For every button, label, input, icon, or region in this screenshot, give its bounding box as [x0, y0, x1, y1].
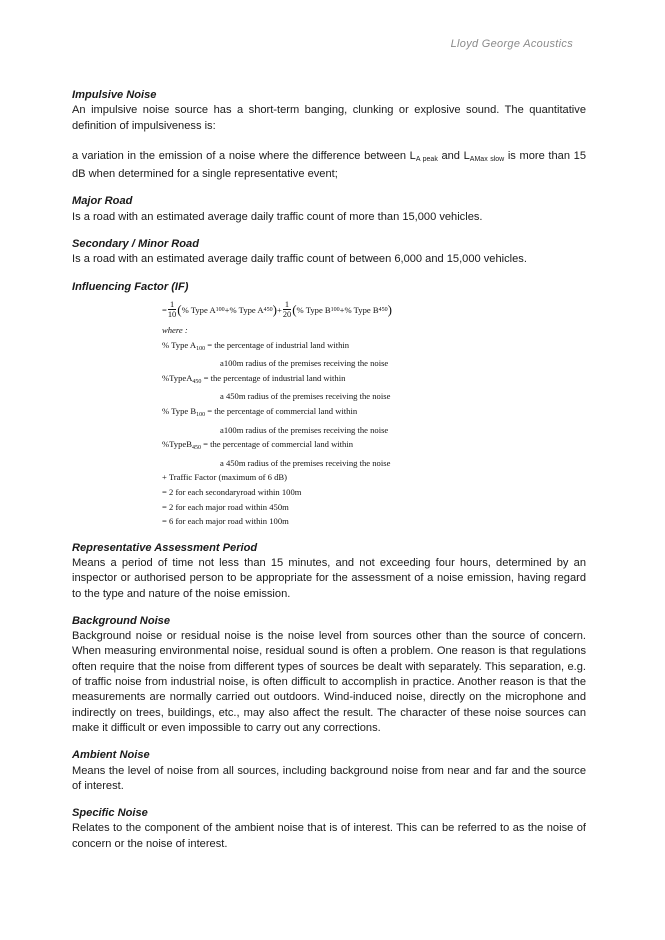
document-body [72, 88, 586, 864]
formula-traffic-major-450: = 2 for each major road within 450m [162, 501, 289, 512]
section-background-noise [72, 614, 586, 736]
formula-def-b100-cont: a100m radius of the premises receiving the noise [220, 424, 389, 435]
fraction-one-tenth: $\frac{1}{10}$ [167, 300, 177, 320]
heading-influencing-factor: Influencing Factor (IF) [72, 280, 189, 293]
section-influencing-factor [72, 280, 586, 529]
formula-def-b450: %TypeB$_{450}$ = the percentage of commercial land within [162, 439, 354, 452]
heading-representative-assessment-period: Representative Assessment Period [72, 541, 258, 554]
major-road-text: Is a road with an estimated average daily traffic count of more than 15,000 vehicles. [72, 210, 483, 223]
formula-def-b100: % Type $B_{100}$ = the percentage of commercial land within [162, 405, 358, 418]
section-impulsive-noise [72, 88, 586, 182]
section-ambient-noise [72, 748, 586, 794]
impulsive-criteria: a variation in the emission of a noise where the difference between $L_{A peak}$ and $L_{AMax slow}$ is more than 15 dB when determined for a single representative event; [72, 149, 586, 181]
fraction-one-twentieth: $\frac{1}{20}$ [282, 300, 292, 320]
formula-def-a100: % Type $A_{100}$ = the percentage of industrial land within [162, 339, 350, 352]
section-representative-assessment-period [72, 541, 586, 602]
heading-secondary-road: Secondary / Minor Road [72, 238, 199, 251]
heading-background-noise: Background Noise [72, 614, 171, 627]
formula-def-b450-cont: a 450m radius of the premises receiving the noise [220, 457, 391, 468]
section-secondary-road [72, 237, 586, 268]
section-major-road [72, 194, 586, 225]
formula-where: where : [162, 324, 188, 335]
formula-equation: = $\frac{1}{10}$ ( % Type A 100 + % Type A 450 ) + $\frac{1}{20}$ ( % Type B 100 + % Type B 450 ) [162, 300, 392, 320]
heading-specific-noise: Specific Noise [72, 807, 148, 820]
heading-ambient-noise: Ambient Noise [72, 749, 150, 762]
formula-traffic-secondary: = 2 for each secondaryroad within 100m [162, 486, 302, 497]
representative-assessment-period-text: Means a period of time not less than 15 minutes, and not exceeding four hours, determined by an inspector or authorised person to be appropriate for the assessment of a noise emission, having regard to the type and nature of the noise emission. [72, 556, 586, 600]
heading-impulsive-noise: Impulsive Noise [72, 89, 157, 101]
impulsive-definition: An impulsive noise source has a short-term banging, clunking or explosive sound. The quantitative definition of impulsiveness is: [72, 104, 586, 132]
influencing-factor-formula [162, 297, 586, 529]
specific-noise-text: Relates to the component of the ambient noise that is of interest. This can be referred to as the noise of concern or the noise of interest. [72, 822, 586, 850]
ambient-noise-text: Means the level of noise from all sources, including background noise from near and far and the source of interest. [72, 764, 586, 792]
formula-traffic-factor: + Traffic Factor (maximum of 6 dB) [162, 472, 287, 483]
section-specific-noise [72, 806, 586, 852]
heading-major-road: Major Road [72, 195, 133, 208]
background-noise-text: Background noise or residual noise is the noise level from sources other than the source of concern. When measuring environmental noise, residual sound is often a problem. One reason is that regulations often require that the noise from different types of sources be dealt with separately. This separation, e.g. of traffic noise from industrial noise, is often difficult to accomplish in practice. Another reason is that the measurements are normally carried out outdoors. Wind-induced noise, directly on the microphone and indirectly on trees, buildings, etc., may also affect the result. The character of these noise sources can make it difficult or even impossible to carry out any corrections. [72, 630, 586, 734]
formula-traffic-major-100: = 6 for each major road within 100m [162, 516, 289, 527]
formula-def-a450-cont: a 450m radius of the premises receiving the noise [220, 391, 391, 402]
formula-def-a100-cont: a100m radius of the premises receiving the noise [220, 358, 389, 369]
secondary-road-text: Is a road with an estimated average daily traffic count of between 6,000 and 15,000 vehicles. [72, 253, 527, 266]
document-header: Lloyd George Acoustics [450, 38, 573, 50]
formula-def-a450: %TypeA$_{450}$ = the percentage of industrial land within [162, 372, 346, 385]
